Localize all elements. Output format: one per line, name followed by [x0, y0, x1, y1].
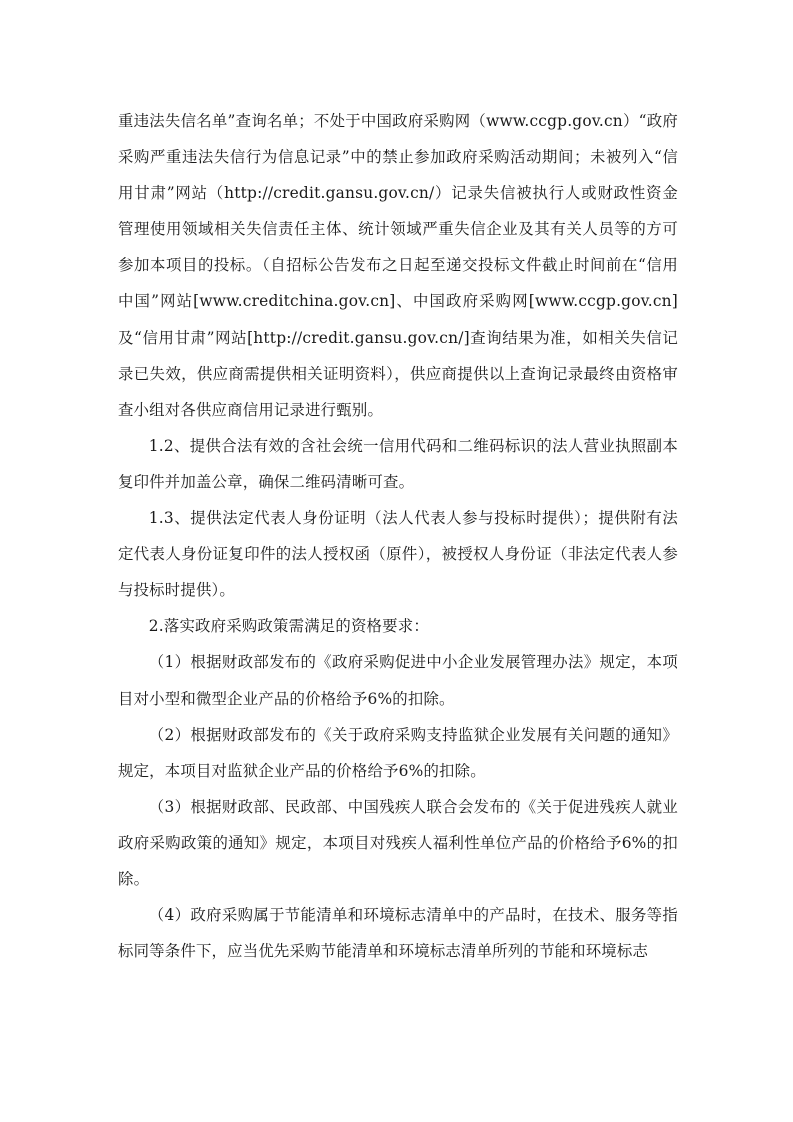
document-body [118, 103, 678, 969]
paragraph-business-license: 1.2、提供合法有效的含社会统一信用代码和二维码标识的法人营业执照副本复印件并加盖公章，确保二维码清晰可查。 [118, 436, 678, 491]
paragraph-policy-heading: 2.落实政府采购政策需满足的资格要求： [148, 617, 429, 636]
paragraph-sme-discount: （1）根据财政部发布的《政府采购促进中小企业发展管理办法》规定，本项目对小型和微型企业产品的价格给予6%的扣除。 [118, 653, 678, 708]
paragraph-energy-saving: （4）政府采购属于节能清单和环境标志清单中的产品时，在技术、服务等指标同等条件下，应当优先采购节能清单和环境标志清单所列的节能和环境标志 [118, 906, 678, 961]
paragraph-credit-check: 重违法失信名单”查询名单；不处于中国政府采购网（www.ccgp.gov.cn）“政府采购严重违法失信行为信息记录”中的禁止参加政府采购活动期间；未被列入“信用甘肃”网站（http://credit.gansu.gov.cn/）记录失信被执行人或财政性资金管理使用领域相关失信责任主体、统计领域严重失信企业及其有关人员等的方可参加本项目的投标。（自招标公告发布之日起至递交投标文件截止时间前在“信用中国”网站[www.creditchina.gov.cn]、中国政府采购网[www.ccgp.gov.cn]及“信用甘肃”网站[http://credit.gansu.gov.cn/]查询结果为准，如相关失信记录已失效，供应商需提供相关证明资料），供应商提供以上查询记录最终由资格审查小组对各供应商信用记录进行甄别。 [118, 112, 678, 419]
paragraph-prison-enterprise: （2）根据财政部发布的《关于政府采购支持监狱企业发展有关问题的通知》规定，本项目对监狱企业产品的价格给予6%的扣除。 [118, 725, 678, 780]
paragraph-disability-welfare: （3）根据财政部、民政部、中国残疾人联合会发布的《关于促进残疾人就业政府采购政策的通知》规定，本项目对残疾人福利性单位产品的价格给予6%的扣除。 [118, 797, 678, 888]
paragraph-legal-representative: 1.3、提供法定代表人身份证明（法人代表人参与投标时提供）；提供附有法定代表人身份证复印件的法人授权函（原件），被授权人身份证（非法定代表人参与投标时提供）。 [118, 509, 678, 600]
